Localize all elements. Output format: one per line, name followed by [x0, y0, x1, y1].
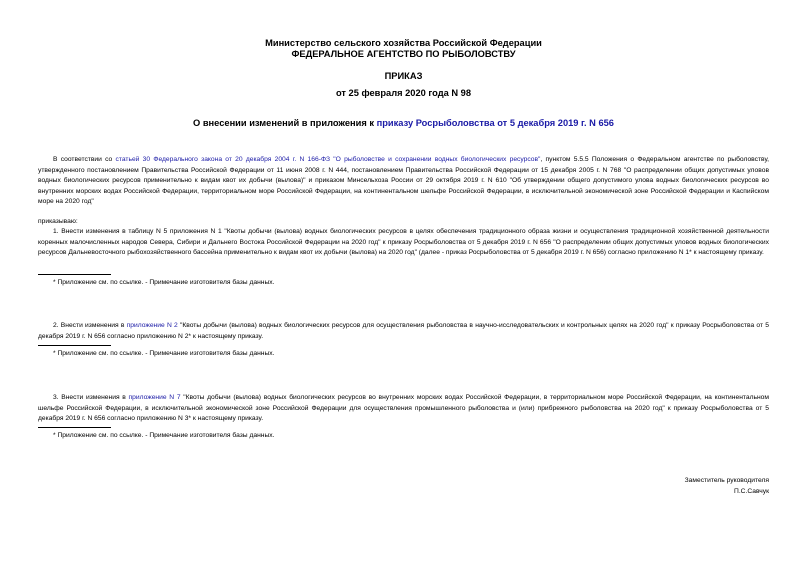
footnote-divider-2 — [38, 345, 111, 346]
footnote-3: * Приложение см. по ссылке. - Примечание изготовителя базы данных. — [53, 432, 275, 439]
order-word: приказываю: — [38, 218, 78, 225]
preamble-text-1: В соответствии со — [53, 156, 116, 163]
footnote-1: * Приложение см. по ссылке. - Примечание изготовителя базы данных. — [53, 279, 275, 286]
item-1-paragraph: 1. Внести изменения в таблицу N 5 приложения N 1 "Квоты добычи (вылова) водных биологических ресурсов в целях обеспечения традиционного образа жизни и осуществления традиционной хозяйственной деятельности коренных малочисленных народов Севера, Сибири и Дальнего Востока Российской Федерации на 2020 год" к приказу Росрыболовства от 5 декабря 2019 г. N 656 "О распределении общих допустимых уловов водных биологических ресурсов Дальневосточного рыбохозяйственного бассейна применительно к видам квот их добычи (вылова) на 2020 год" (далее - приказ Росрыболовства от 5 декабря 2019 г. N 656) согласно приложению N 1* к настоящему приказу. — [38, 228, 769, 256]
signatory-position: Заместитель руководителя — [684, 477, 769, 484]
document-date-number: от 25 февраля 2020 года N 98 — [335, 88, 472, 98]
footnote-divider-3 — [38, 427, 111, 428]
ministry-name: Министерство сельского хозяйства Российской Федерации — [265, 38, 542, 48]
item-3-paragraph — [38, 393, 769, 425]
document-type: ПРИКАЗ — [384, 71, 423, 81]
item-3-text-1: 3. Внести изменения в — [53, 394, 129, 401]
item-2-text-1: 2. Внести изменения в — [53, 322, 127, 329]
item-2-paragraph — [38, 321, 769, 342]
signatory-name: П.С.Савчук — [734, 488, 769, 495]
title-link[interactable]: приказу Росрыболовства от 5 декабря 2019 г. N 656 — [376, 118, 614, 128]
footnote-2: * Приложение см. по ссылке. - Примечание изготовителя базы данных. — [53, 350, 275, 357]
preamble-law-link[interactable]: статьей 30 Федерального закона от 20 декабря 2004 г. N 166-ФЗ "О рыболовстве и сохранении водных биологических ресурсов" — [115, 156, 541, 163]
preamble-paragraph — [38, 155, 769, 208]
footnote-divider-1 — [38, 274, 111, 275]
agency-name: ФЕДЕРАЛЬНОЕ АГЕНТСТВО ПО РЫБОЛОВСТВУ — [291, 49, 516, 59]
document-title — [0, 118, 807, 128]
item-2-link[interactable]: приложение N 2 — [126, 322, 178, 329]
title-text: О внесении изменений в приложения к — [193, 118, 377, 128]
item-3-link[interactable]: приложение N 7 — [128, 394, 181, 401]
preamble-text-2: , пунктом 5.5.5 Положения о Федеральном агентстве по рыболовству, утвержденного постановлением Правительства Российской Федерации от 11 июня 2008 г. N 444, постановлением Правительства Российской Федерации от 15 декабря 2005 г. N 768 "О распределении общих допустимых уловов водных биологических ресурсов применительно к видам квот их добычи (вылова)" и приказом Минсельхоза России от 29 октября 2019 г. N 610 "Об утверждении общего допустимого улова водных биологических ресурсов во внутренних морских водах Российской Федерации, территориальном море Российской Федерации, на континентальном шельфе Российской Федерации, в исключительной экономической зоне Российской Федерации и Каспийском море на 2020 год" — [38, 156, 769, 205]
item-3-text-2: "Квоты добычи (вылова) водных биологических ресурсов во внутренних морских водах Российской Федерации, в территориальном море Российской Федерации, на континентальном шельфе Российской Федерации, в исключительной экономической зоне Российской Федерации для осуществления промышленного рыболовства и (или) прибрежного рыболовства на 2020 год" к приказу Росрыболовства от 5 декабря 2019 г. N 656 согласно приложению N 3* к настоящему приказу. — [38, 394, 769, 422]
item-2-text-2: "Квоты добычи (вылова) водных биологических ресурсов для осуществления рыболовства в научно-исследовательских и контрольных целях на 2020 год" к приказу Росрыболовства от 5 декабря 2019 г. N 656 согласно приложению N 2* к настоящему приказу. — [38, 322, 769, 340]
